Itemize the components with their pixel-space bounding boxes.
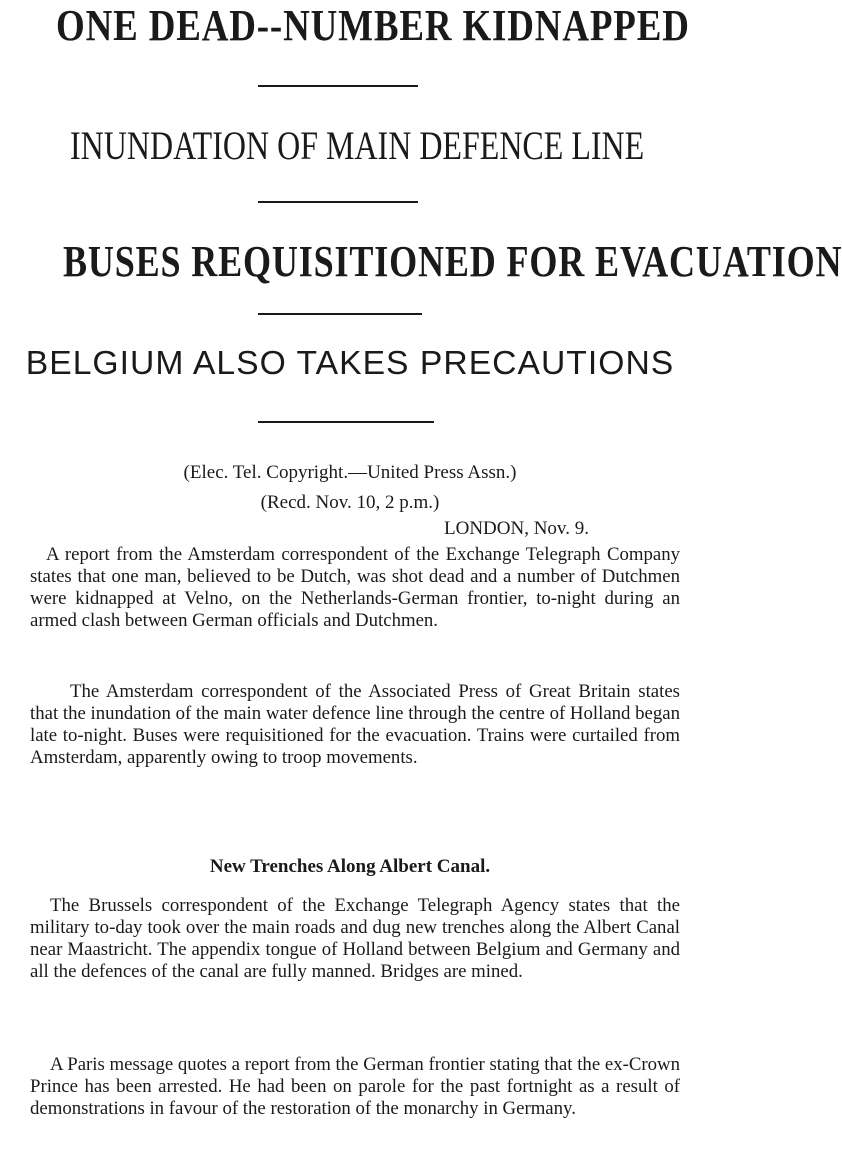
- dateline: LONDON, Nov. 9.: [444, 518, 589, 539]
- article-paragraph: A Paris message quotes a report from the German frontier stating that the ex-Crown Prince has been arrested. He had been on parole for the past fortnight as a result of demonstrations in favour of the restoration of the monarchy in Germany.: [30, 1054, 680, 1119]
- headline-buses: BUSES REQUISITIONED FOR EVACUATION: [63, 237, 842, 286]
- copyright-credit: (Elec. Tel. Copyright.—United Press Assn.): [183, 462, 517, 483]
- headline-inundation: INUNDATION OF MAIN DEFENCE LINE: [70, 123, 645, 168]
- article-paragraph: The Amsterdam correspondent of the Associated Press of Great Britain states that the inundation of the main water defence line through the centre of Holland began late to-night. Buses were requisitioned for the evacuation. Trains were curtailed from Amsterdam, apparently owing to troop movements.: [30, 681, 680, 768]
- section-subheading: New Trenches Along Albert Canal.: [209, 856, 491, 877]
- headline-belgium: BELGIUM ALSO TAKES PRECAUTIONS: [25, 344, 675, 381]
- received-credit: (Recd. Nov. 10, 2 p.m.): [260, 492, 440, 513]
- headline-divider: [258, 201, 418, 203]
- headline-one-dead: ONE DEAD--NUMBER KIDNAPPED: [56, 1, 690, 50]
- headline-divider: [258, 85, 418, 87]
- article-paragraph: A report from the Amsterdam correspondent of the Exchange Telegraph Company states that one man, believed to be Dutch, was shot dead and a number of Dutchmen were kidnapped at Velno, on the Netherlands-German frontier, to-night during an armed clash between German officials and Dutchmen.: [30, 544, 680, 631]
- headline-divider: [258, 421, 434, 423]
- article-paragraph: The Brussels correspondent of the Exchange Telegraph Agency states that the military to-day took over the main roads and dug new trenches along the Albert Canal near Maastricht. The appendix tongue of Holland between Belgium and Germany and all the defences of the canal are fully manned. Bridges are mined.: [30, 895, 680, 982]
- headline-divider: [258, 313, 422, 315]
